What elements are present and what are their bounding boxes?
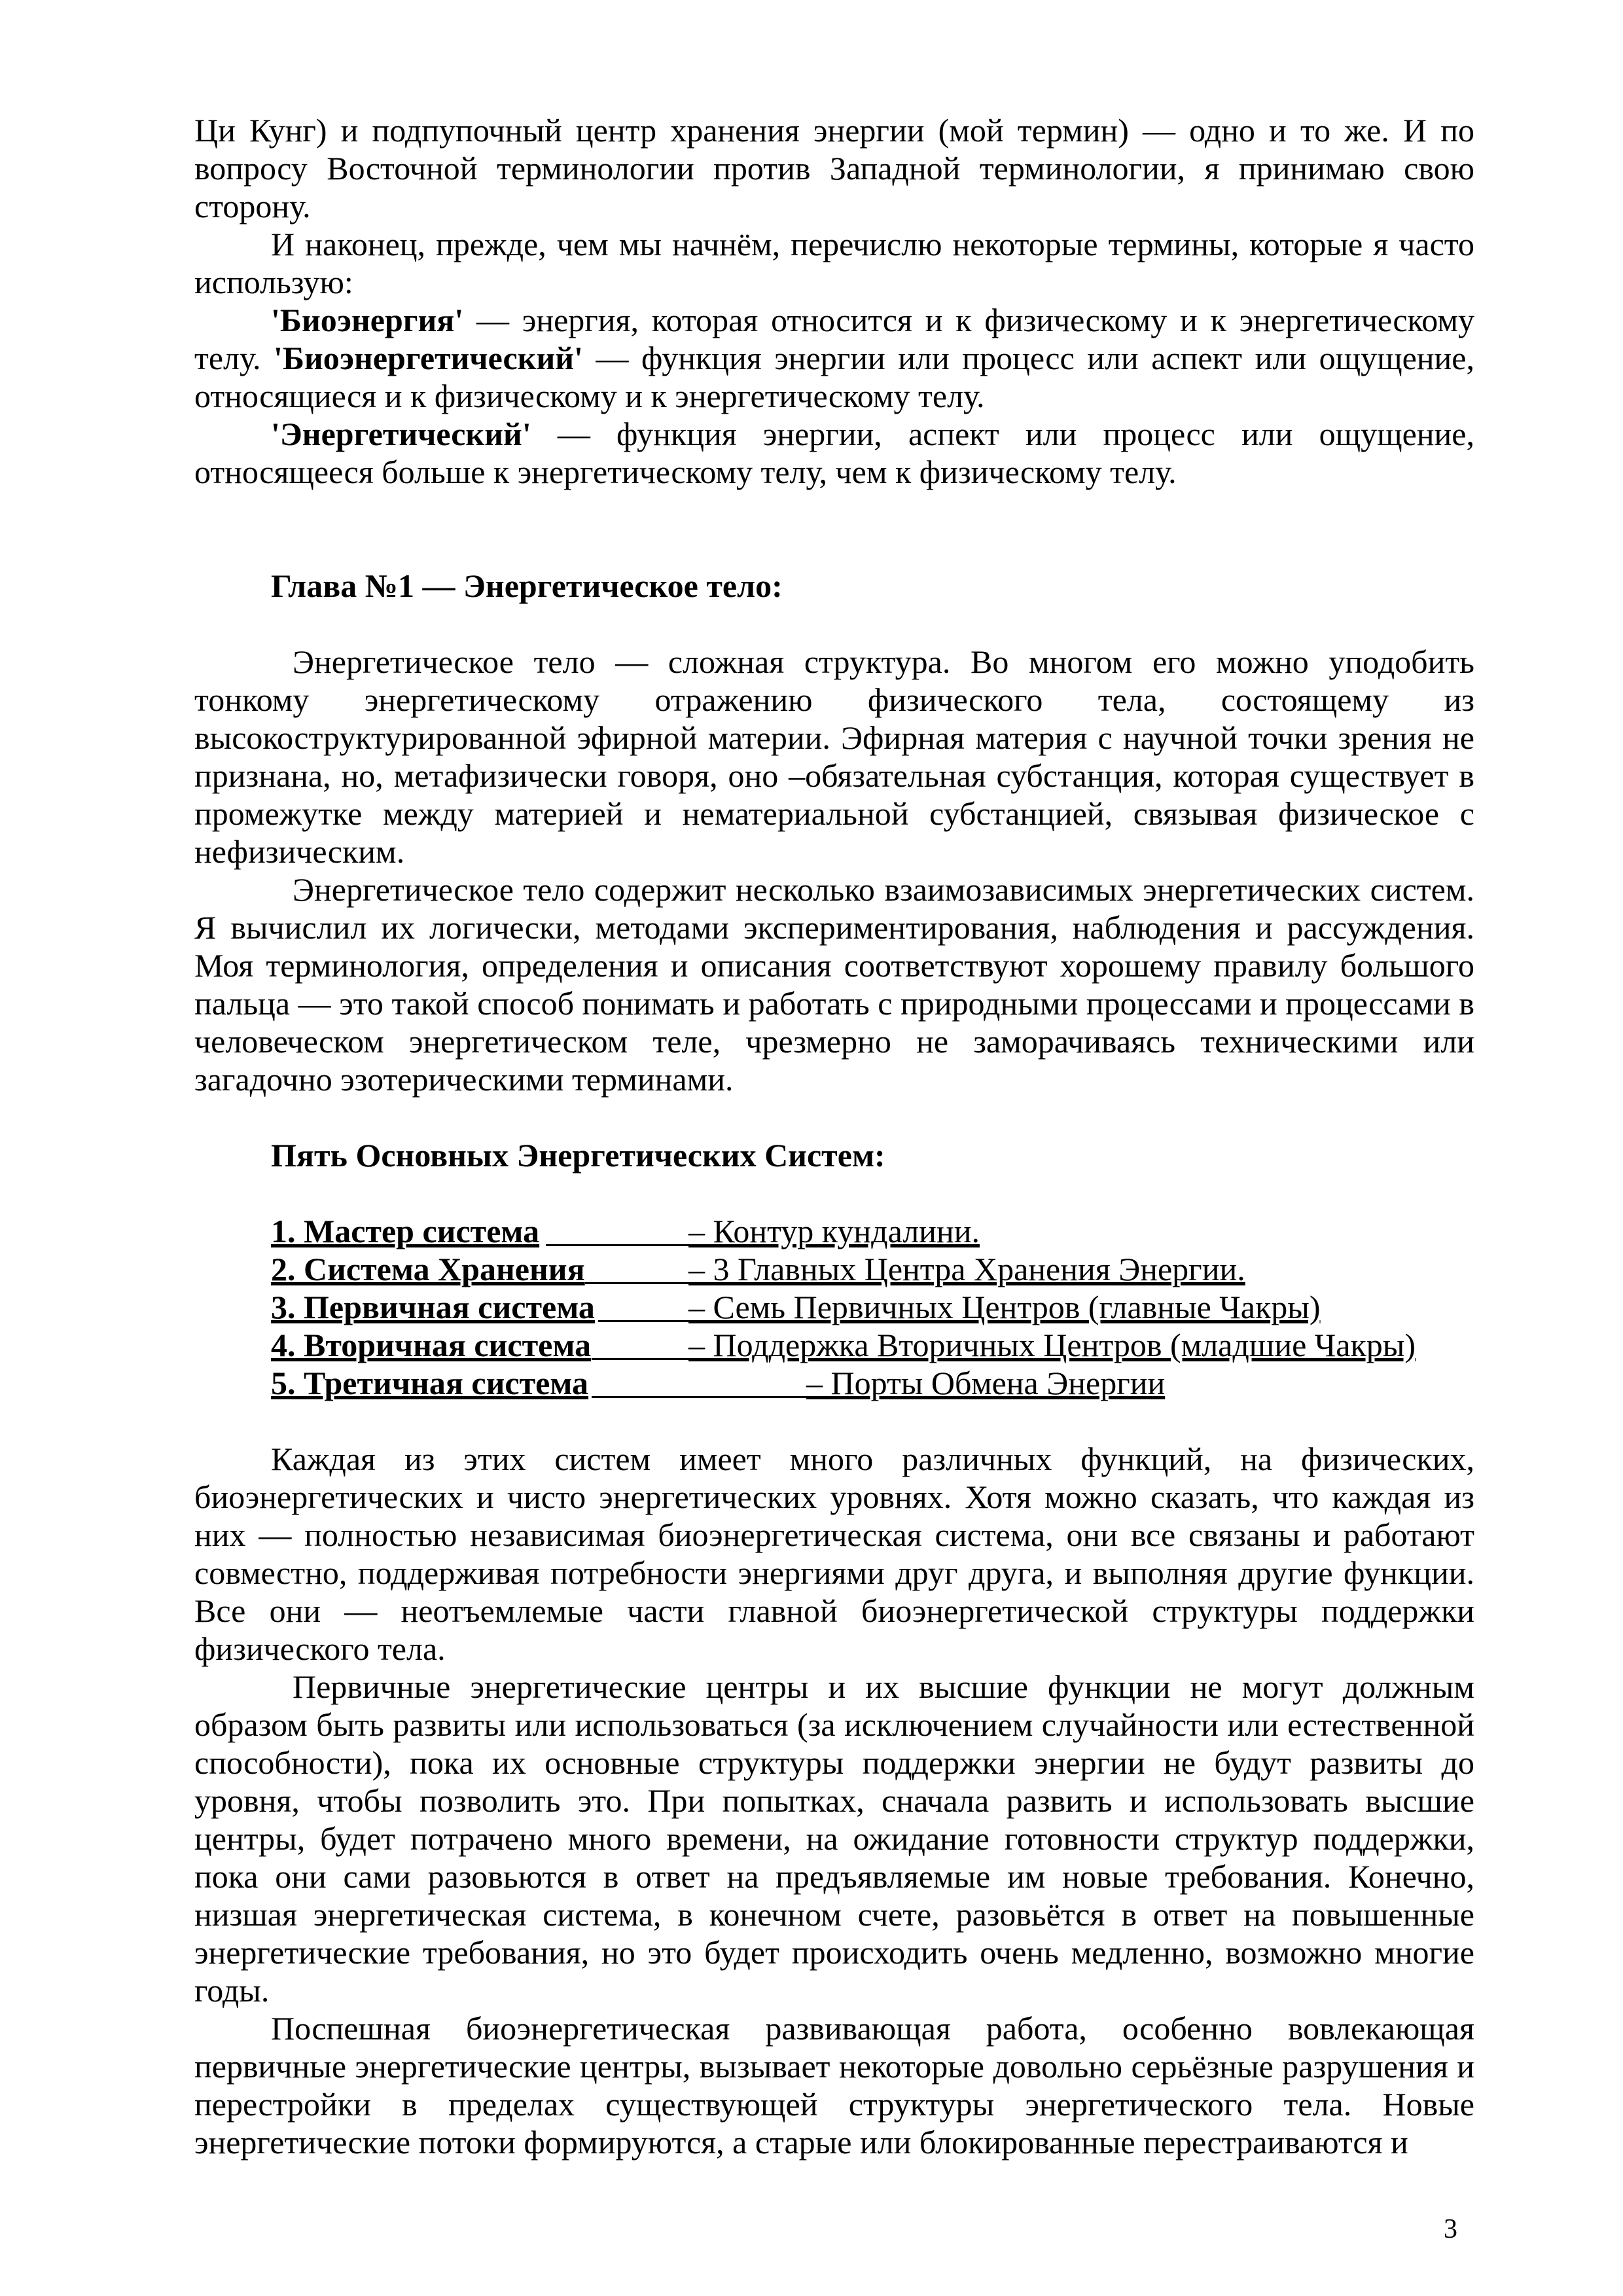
- term-bioenergy: 'Биоэнергия': [271, 302, 464, 338]
- term-definition-paragraph: [194, 301, 1474, 415]
- system-name: 2. Система Хранения: [271, 1251, 585, 1287]
- page-number: 3: [1444, 2214, 1457, 2244]
- system-row: [271, 1212, 1474, 1250]
- system-name: 3. Первичная система: [271, 1289, 595, 1325]
- system-row: [271, 1288, 1474, 1326]
- term-bioenergetic: 'Биоэнергетический': [274, 340, 583, 376]
- document-body: [194, 111, 1474, 2161]
- system-description: – Семь Первичных Центров (главные Чакры): [688, 1289, 1321, 1325]
- system-description: – Порты Обмена Энергии: [806, 1365, 1166, 1401]
- definition-text: — функция энергии, аспект или процесс или ощущение, относящееся больше к энергетическому телу, чем к физическому телу.: [194, 416, 1474, 490]
- definition-text: — энергия, которая относится и к физическому и к энергетическому телу.: [194, 302, 1474, 376]
- system-description: – Контур кундалини.: [688, 1213, 980, 1249]
- system-name: 1. Мастер система: [271, 1213, 540, 1249]
- system-name: 5. Третичная система: [271, 1365, 589, 1401]
- closing-paragraph: Каждая из этих систем имеет много различных функций, на физических, биоэнергетических и чисто энергетических уровнях. Хотя можно сказать, что каждая из них — полностью независимая биоэнергетическая система, они все связаны и работают совместно, поддерживая потребности энергиями друг друга, и выполняя другие функции. Все они — неотъемлемые части главной биоэнергетической структуры поддержки физического тела.: [194, 1441, 1474, 1667]
- term-definition-paragraph: [194, 415, 1474, 491]
- system-name: 4. Вторичная система: [271, 1327, 592, 1363]
- system-row: [271, 1364, 1474, 1402]
- system-description: – Поддержка Вторичных Центров (младшие Чакры): [688, 1327, 1416, 1363]
- closing-paragraph: Поспешная биоэнергетическая развивающая работа, особенно вовлекающая первичные энергетические центры, вызывает некоторые довольно серьёзные разрушения и перестройки в пределах существующей структуры энергетического тела. Новые энергетические потоки формируются, а старые или блокированные перестраиваются и: [194, 2010, 1474, 2161]
- systems-heading: Пять Основных Энергетических Систем:: [271, 1137, 885, 1174]
- term-energetic: 'Энергетический': [271, 416, 531, 452]
- chapter-paragraph: Энергетическое тело — сложная структура. Во многом его можно уподобить тонкому энергетическому отражению физического тела, состоящему из высокоструктурированной эфирной материи. Эфирная материя с научной точки зрения не признана, но, метафизически говоря, оно –обязательная субстанция, которая существует в промежутке между материей и нематериальной субстанцией, связывая физическое с нефизическим.: [194, 643, 1474, 870]
- system-row: [271, 1326, 1474, 1364]
- closing-paragraph: Первичные энергетические центры и их высшие функции не могут должным образом быть развиты или использоваться (за исключением случайности или естественной способности), пока их основные структуры поддержки энергии не будут развиты до уровня, чтобы позволить это. При попытках, сначала развить и использовать высшие центры, будет потрачено много времени, на ожидание готовности структур поддержки, пока они сами разовьются в ответ на предъявляемые им новые требования. Конечно, низшая энергетическая система, в конечном счете, разовьётся в ответ на повышенные энергетические требования, но это будет происходить очень медленно, возможно многие годы.: [194, 1668, 1474, 2009]
- chapter-paragraph: Энергетическое тело содержит несколько взаимозависимых энергетических систем. Я вычислил их логически, методами экспериментирования, наблюдения и рассуждения. Моя терминология, определения и описания соответствуют хорошему правилу большого пальца — это такой способ понимать и работать с природными процессами и процессами в человеческом энергетическом теле, чрезмерно не заморачиваясь техническими или загадочно эзотерическими терминами.: [194, 871, 1474, 1098]
- system-row: [271, 1250, 1474, 1288]
- systems-list: [194, 1212, 1474, 1402]
- system-description: – 3 Главных Центра Хранения Энергии.: [688, 1251, 1245, 1287]
- intro-paragraph: Ци Кунг) и подпупочный центр хранения энергии (мой термин) — одно и то же. И по вопросу Восточной терминологии против Западной терминологии, я принимаю свою сторону.: [194, 112, 1474, 224]
- chapter-heading: Глава №1 — Энергетическое тело:: [271, 567, 783, 604]
- definition-text: — функция энергии или процесс или аспект или ощущение, относящиеся и к физическому и к энергетическому телу.: [194, 340, 1474, 414]
- intro-paragraph: И наконец, прежде, чем мы начнём, перечислю некоторые термины, которые я часто использую:: [194, 226, 1474, 300]
